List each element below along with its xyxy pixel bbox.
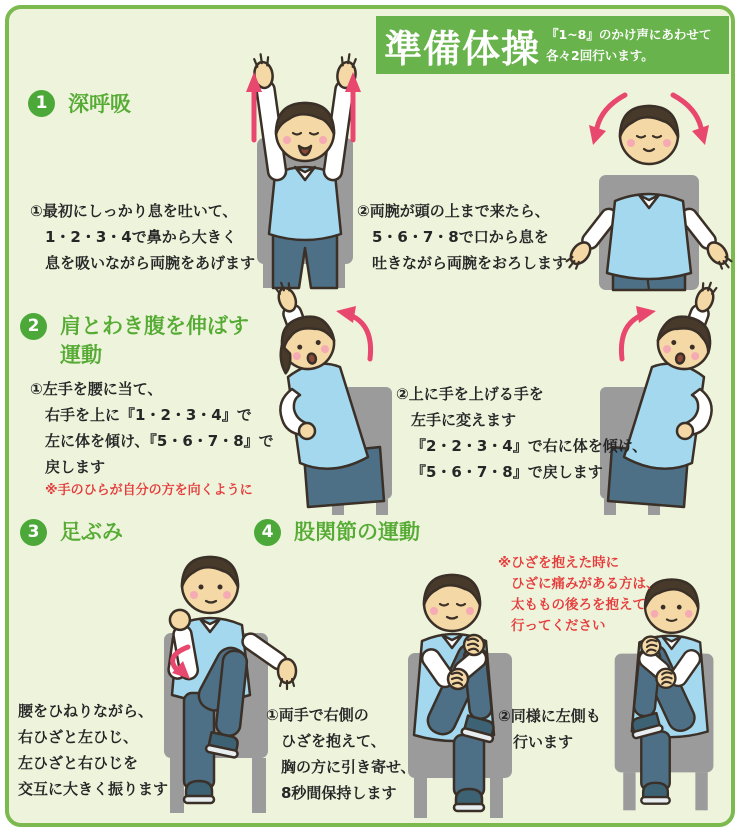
section4-number-badge: 4 bbox=[254, 519, 281, 546]
step-line: ①両手で右側の bbox=[266, 706, 369, 724]
section4-step2-text bbox=[498, 703, 601, 755]
illustration-side-stretch-lean-left bbox=[252, 297, 404, 515]
header-note bbox=[540, 24, 711, 66]
section1-step1-text bbox=[30, 198, 255, 276]
section1-title: 深呼吸 bbox=[68, 92, 131, 116]
step-line: 『2・2・3・4』で右に体を傾け、 bbox=[411, 437, 648, 455]
section4-knee-pain-warning bbox=[498, 553, 660, 637]
standing-leg bbox=[641, 732, 669, 804]
step-line: ①左手を腰に当て、 bbox=[30, 380, 163, 398]
header-note-line2: 各々2回行います。 bbox=[546, 48, 654, 63]
section2-title bbox=[60, 312, 249, 370]
curved-up-arrow-icon bbox=[336, 306, 371, 359]
step-line: 戻します bbox=[45, 458, 106, 476]
section2-step2-text bbox=[396, 381, 647, 485]
section2-title-line2: 運動 bbox=[60, 343, 102, 367]
illustration-deep-breath-arms-down bbox=[563, 83, 735, 290]
warning-line: ※ひざを抱えた時に bbox=[498, 555, 620, 571]
step-line: 左に体を傾け、『5・6・7・8』で bbox=[45, 432, 274, 450]
section3-description-text bbox=[18, 698, 168, 802]
step-line: 8秒間保持します bbox=[281, 784, 397, 802]
step-line: 胸の方に引き寄せ、 bbox=[281, 758, 416, 776]
curved-up-arrow-icon bbox=[621, 306, 656, 359]
step-line: 5・6・7・8で口から息を bbox=[372, 228, 549, 246]
header-banner bbox=[376, 16, 729, 74]
warning-line: 太ももの後ろを抱えて bbox=[511, 597, 646, 613]
step-line: ②両腕が頭の上まで来たら、 bbox=[357, 202, 550, 220]
step-line: 交互に大きく振ります bbox=[18, 780, 169, 798]
step-line: 息を吸いながら両腕をあげます bbox=[45, 254, 256, 272]
step-line: 右ひざと左ひじ、 bbox=[18, 728, 139, 746]
section2-palm-note: ※手のひらが自分の方を向くように bbox=[45, 483, 253, 498]
section2-step1-text bbox=[30, 376, 274, 501]
step-line: 吐きながら両腕をおろします bbox=[372, 254, 568, 272]
section3-title: 足ぶみ bbox=[60, 520, 123, 544]
section1-number-badge: 1 bbox=[28, 90, 55, 117]
section4-step1-text bbox=[266, 702, 416, 806]
step-line: 行います bbox=[513, 733, 574, 751]
step-line: 左ひざと右ひじを bbox=[18, 754, 139, 772]
step-line: 『5・6・7・8』で戻します bbox=[411, 463, 603, 481]
step-line: ②上に手を上げる手を bbox=[396, 385, 544, 403]
section2-title-line1: 肩とわき腹を伸ばす bbox=[60, 314, 249, 338]
step-line: ひざを抱えて、 bbox=[281, 732, 386, 750]
step-line: 腰をひねりながら、 bbox=[18, 702, 154, 720]
warning-line: 行ってください bbox=[511, 618, 606, 634]
standing-leg bbox=[454, 735, 484, 811]
section3-number-badge: 3 bbox=[20, 519, 47, 546]
step-line: ②同様に左側も bbox=[498, 707, 601, 725]
step-line: 右手を上に『1・2・3・4』で bbox=[45, 406, 252, 424]
step-line: ①最初にしっかり息を吐いて、 bbox=[30, 202, 238, 220]
warning-line: ひざに痛みがある方は、 bbox=[511, 576, 660, 592]
step-line: 左手に変えます bbox=[411, 411, 517, 429]
header-note-line1: 『1~8』のかけ声にあわせて bbox=[546, 27, 712, 42]
section4-title: 股関節の運動 bbox=[294, 520, 420, 544]
poster-title: 準備体操 bbox=[384, 26, 541, 71]
step-line: 1・2・3・4で鼻から大きく bbox=[45, 228, 237, 246]
section2-number-badge: 2 bbox=[20, 313, 47, 340]
section1-step2-text bbox=[357, 198, 567, 276]
